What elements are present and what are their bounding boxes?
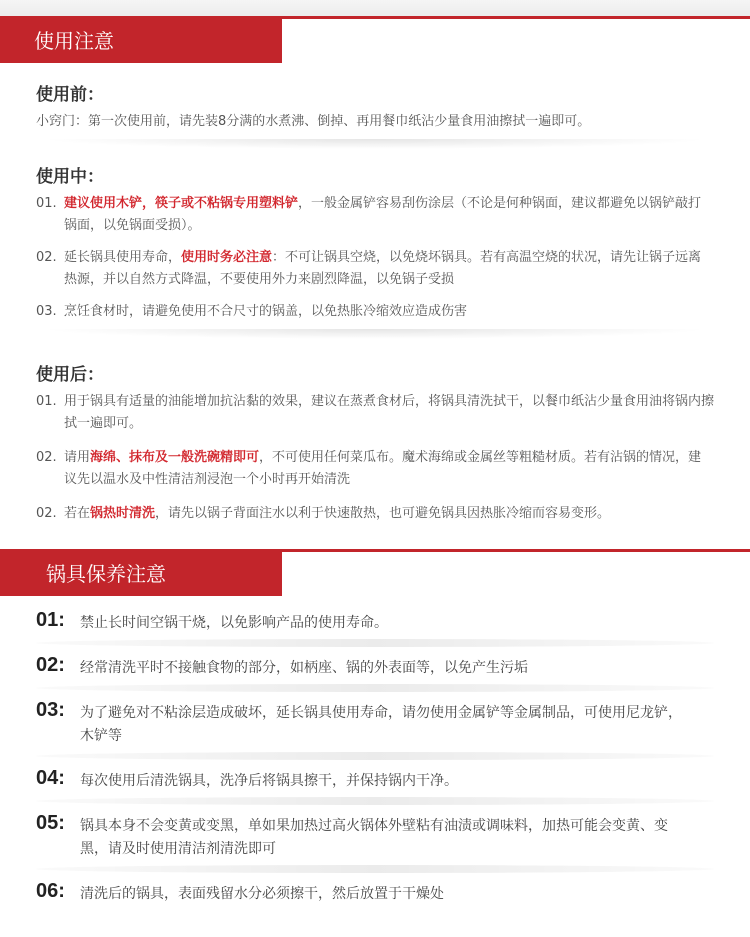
item-number: 03. <box>36 304 57 319</box>
section-banner-usage <box>0 19 282 63</box>
list-item <box>36 193 714 237</box>
divider <box>36 797 714 805</box>
divider <box>36 639 714 647</box>
item-text: 请用 <box>64 450 91 465</box>
list-item <box>36 447 714 491</box>
highlight-text: 锅热时清洗 <box>90 506 156 521</box>
list-item <box>36 503 714 525</box>
item-text: 禁止长时间空锅干烧，以免影响产品的使用寿命。 <box>80 615 388 631</box>
banner-title: 锅具保养注意 <box>46 562 166 586</box>
item-number: 05: <box>36 812 65 834</box>
care-item <box>36 654 690 680</box>
during-use-section <box>0 162 750 339</box>
top-strip <box>0 0 750 16</box>
item-number: 02: <box>36 654 65 676</box>
item-text: 烹饪食材时，请避免使用不合尺寸的锅盖，以免热胀冷缩效应造成伤害 <box>64 304 468 319</box>
highlight-text: 使用时务必注意 <box>181 250 273 265</box>
care-item <box>36 880 690 906</box>
item-text: 用于锅具有适量的油能增加抗沾黏的效果，建议在蒸煮食材后，将锅具清洗拭干，以餐巾纸沾少量食用油将锅内擦拭一遍即可。 <box>64 394 715 431</box>
item-text: 清洗后的锅具，表面残留水分必须擦干，然后放置于干燥处 <box>80 886 444 902</box>
item-text: 延长锅具使用寿命， <box>64 250 182 265</box>
item-number: 03: <box>36 699 65 721</box>
section-heading: 使用中： <box>36 167 104 187</box>
before-use-section <box>0 80 750 149</box>
banner-title: 使用注意 <box>34 29 114 53</box>
item-text: 经常清洗平时不接触食物的部分，如柄座、锅的外表面等，以免产生污垢 <box>80 660 528 676</box>
item-number: 01: <box>36 609 65 631</box>
divider <box>36 684 714 692</box>
item-number: 01. <box>36 196 57 211</box>
item-text: 为了避免对不粘涂层造成破坏，延长锅具使用寿命，请勿使用金属铲等金属制品，可使用尼龙铲，木铲等 <box>80 705 682 744</box>
care-item <box>36 609 690 635</box>
item-number: 02. <box>36 506 57 521</box>
item-text: ，不可使用任何菜瓜布。魔术海绵或金属丝等粗糙材质。若有沾锅的情况，建议先以温水及中性清洁剂浸泡一个小时再开始清洗 <box>64 450 702 487</box>
section-heading: 使用前： <box>36 85 104 105</box>
care-item <box>36 812 690 861</box>
tip-text: 小窍门：第一次使用前，请先装8分满的水煮沸、倒掉、再用餐巾纸沾少量食用油擦拭一遍即可。 <box>36 114 591 129</box>
highlight-text: 建议使用木铲，筷子或不粘锅专用塑料铲 <box>64 196 299 211</box>
item-text: ：不可让锅具空烧，以免烧坏锅具。若有高温空烧的状况，请先让锅子远离热源，并以自然方式降温，不要使用外力来剧烈降温，以免锅子受损 <box>64 250 702 287</box>
list-item <box>36 391 714 435</box>
item-number: 06: <box>36 880 65 902</box>
item-text: 锅具本身不会变黄或变黑，单如果加热过高火锅体外壁粘有油渍或调味料，加热可能会变黄、变黑，请及时使用清洁剂清洗即可 <box>80 818 668 857</box>
divider <box>40 139 710 149</box>
item-number: 01. <box>36 394 57 409</box>
divider <box>36 752 714 760</box>
item-text: ，请先以锅子背面注水以利于快速散热，也可避免锅具因热胀冷缩而容易变形。 <box>155 506 611 521</box>
care-item <box>36 699 690 748</box>
list-item <box>36 301 714 323</box>
highlight-text: 海绵、抹布及一般洗碗精即可 <box>90 450 260 465</box>
care-item <box>36 767 690 793</box>
item-number: 02. <box>36 250 57 265</box>
section-banner-care <box>0 552 282 596</box>
list-item <box>36 247 714 291</box>
divider <box>40 329 710 339</box>
item-text: 每次使用后清洗锅具，洗净后将锅具擦干，并保持锅内干净。 <box>80 773 458 789</box>
divider <box>36 865 714 873</box>
after-use-section <box>0 360 750 525</box>
item-number: 02. <box>36 450 57 465</box>
section-heading: 使用后： <box>36 365 104 385</box>
item-text: ，一般金属铲容易刮伤涂层（不论是何种锅面，建议都避免以锅铲敲打锅面，以免锅面受损）。 <box>64 196 702 233</box>
item-text: 若在 <box>64 506 91 521</box>
item-number: 04: <box>36 767 65 789</box>
care-list <box>0 609 750 906</box>
